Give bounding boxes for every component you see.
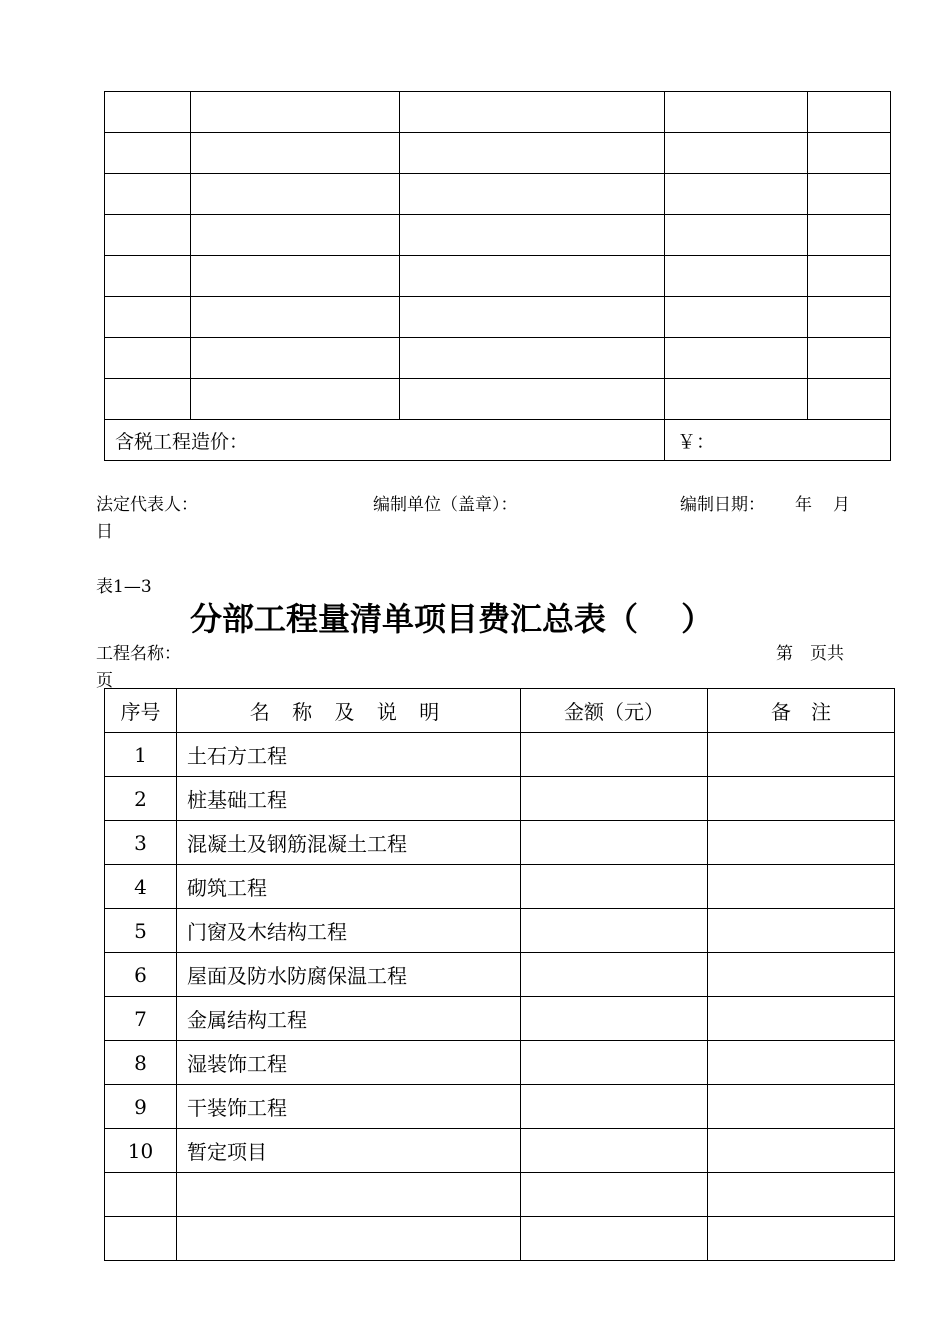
cost-table-cell bbox=[665, 92, 808, 133]
row-number: 5 bbox=[105, 909, 177, 953]
row-item-name: 混凝土及钢筋混凝土工程 bbox=[177, 821, 521, 865]
table-row bbox=[105, 777, 895, 821]
row-remark bbox=[708, 1173, 895, 1217]
row-item-name: 干装饰工程 bbox=[177, 1085, 521, 1129]
row-number: 9 bbox=[105, 1085, 177, 1129]
project-name-label: 工程名称： bbox=[96, 644, 181, 664]
cost-table-cell bbox=[105, 133, 191, 174]
row-number: 3 bbox=[105, 821, 177, 865]
cost-table-cell bbox=[400, 379, 665, 420]
row-number: 10 bbox=[105, 1129, 177, 1173]
year-label: 年 bbox=[795, 495, 812, 515]
cost-table-cell bbox=[665, 174, 808, 215]
row-amount bbox=[521, 1217, 708, 1261]
row-remark bbox=[708, 1085, 895, 1129]
cost-table-cell bbox=[665, 215, 808, 256]
row-remark bbox=[708, 865, 895, 909]
day-label: 日 bbox=[96, 522, 113, 542]
row-remark bbox=[708, 777, 895, 821]
cost-table-cell bbox=[400, 174, 665, 215]
table-row bbox=[105, 865, 895, 909]
row-item-name: 土石方工程 bbox=[177, 733, 521, 777]
row-amount bbox=[521, 997, 708, 1041]
cost-table-cell bbox=[105, 256, 191, 297]
row-amount bbox=[521, 909, 708, 953]
table-row bbox=[105, 1041, 895, 1085]
page-title: 分部工程量清单项目费汇总表（ ） bbox=[190, 600, 714, 638]
table-row bbox=[105, 1173, 895, 1217]
row-item-name: 暂定项目 bbox=[177, 1129, 521, 1173]
row-remark bbox=[708, 953, 895, 997]
row-number: 4 bbox=[105, 865, 177, 909]
row-number: 2 bbox=[105, 777, 177, 821]
cost-table-cell bbox=[191, 92, 400, 133]
table-row bbox=[105, 953, 895, 997]
row-item-name: 门窗及木结构工程 bbox=[177, 909, 521, 953]
cost-table-cell bbox=[400, 297, 665, 338]
cost-table-row bbox=[105, 379, 891, 420]
cost-table-cell bbox=[191, 297, 400, 338]
row-item-name bbox=[177, 1173, 521, 1217]
cost-table-cell bbox=[665, 256, 808, 297]
table-row bbox=[105, 1217, 895, 1261]
page-info-tail: 页 bbox=[96, 671, 113, 691]
row-remark bbox=[708, 997, 895, 1041]
cost-table-cell bbox=[191, 338, 400, 379]
row-remark bbox=[708, 733, 895, 777]
legal-rep-label: 法定代表人： bbox=[96, 495, 198, 515]
row-amount bbox=[521, 777, 708, 821]
cost-table-row bbox=[105, 215, 891, 256]
cost-table-cell bbox=[191, 379, 400, 420]
cost-table-cell bbox=[400, 133, 665, 174]
row-amount bbox=[521, 1041, 708, 1085]
cost-table-cell bbox=[808, 297, 891, 338]
summary-header-row bbox=[105, 689, 895, 733]
row-remark bbox=[708, 821, 895, 865]
cost-table-cell bbox=[105, 174, 191, 215]
table-row bbox=[105, 733, 895, 777]
cost-table-cell bbox=[400, 215, 665, 256]
cost-table-cell bbox=[400, 92, 665, 133]
cost-table-body bbox=[105, 92, 891, 461]
row-item-name: 湿装饰工程 bbox=[177, 1041, 521, 1085]
row-number bbox=[105, 1173, 177, 1217]
cost-table-cell bbox=[808, 174, 891, 215]
cost-table-row bbox=[105, 256, 891, 297]
unit-label: 编制单位（盖章）： bbox=[373, 495, 518, 515]
cost-table-cell bbox=[808, 133, 891, 174]
row-number: 6 bbox=[105, 953, 177, 997]
cost-table-cell bbox=[665, 379, 808, 420]
row-amount bbox=[521, 1085, 708, 1129]
cost-table-row bbox=[105, 92, 891, 133]
cost-table-cell bbox=[105, 215, 191, 256]
row-item-name: 桩基础工程 bbox=[177, 777, 521, 821]
cost-table-cell bbox=[191, 174, 400, 215]
cost-table-cell bbox=[808, 338, 891, 379]
row-amount bbox=[521, 1129, 708, 1173]
cost-table-cell bbox=[808, 215, 891, 256]
table-row bbox=[105, 1085, 895, 1129]
row-amount bbox=[521, 1173, 708, 1217]
header-remark: 备 注 bbox=[708, 689, 895, 733]
row-amount bbox=[521, 865, 708, 909]
table-row bbox=[105, 909, 895, 953]
cost-table-row bbox=[105, 133, 891, 174]
page-info: 第 页共 bbox=[776, 644, 844, 664]
row-number bbox=[105, 1217, 177, 1261]
row-item-name: 金属结构工程 bbox=[177, 997, 521, 1041]
cost-table-cell bbox=[400, 256, 665, 297]
total-label: 含税工程造价： bbox=[105, 420, 665, 461]
cost-table-cell bbox=[105, 338, 191, 379]
cost-table-cell bbox=[105, 297, 191, 338]
cost-table-row bbox=[105, 174, 891, 215]
row-remark bbox=[708, 1217, 895, 1261]
row-amount bbox=[521, 821, 708, 865]
cost-table-cell bbox=[105, 379, 191, 420]
cost-table-cell bbox=[191, 256, 400, 297]
summary-table-body bbox=[105, 733, 895, 1261]
month-label: 月 bbox=[833, 495, 850, 515]
total-yen: ￥： bbox=[665, 420, 891, 461]
row-remark bbox=[708, 909, 895, 953]
cost-table-row bbox=[105, 338, 891, 379]
row-remark bbox=[708, 1041, 895, 1085]
header-amount: 金额（元） bbox=[521, 689, 708, 733]
header-no: 序号 bbox=[105, 689, 177, 733]
cost-table-cell bbox=[808, 92, 891, 133]
total-row bbox=[105, 420, 891, 461]
cost-table-row bbox=[105, 297, 891, 338]
row-number: 8 bbox=[105, 1041, 177, 1085]
cost-table-cell bbox=[665, 338, 808, 379]
table-row bbox=[105, 997, 895, 1041]
row-remark bbox=[708, 1129, 895, 1173]
row-number: 7 bbox=[105, 997, 177, 1041]
row-item-name bbox=[177, 1217, 521, 1261]
row-number: 1 bbox=[105, 733, 177, 777]
cost-table-cell bbox=[191, 215, 400, 256]
header-name: 名 称 及 说 明 bbox=[177, 689, 521, 733]
summary-table bbox=[104, 688, 895, 1261]
cost-table bbox=[104, 91, 891, 461]
date-label: 编制日期： bbox=[680, 495, 765, 515]
cost-table-cell bbox=[191, 133, 400, 174]
cost-table-cell bbox=[665, 133, 808, 174]
cost-table-cell bbox=[400, 338, 665, 379]
table-row bbox=[105, 1129, 895, 1173]
table-row bbox=[105, 821, 895, 865]
row-item-name: 砌筑工程 bbox=[177, 865, 521, 909]
cost-table-cell bbox=[808, 256, 891, 297]
cost-table-cell bbox=[665, 297, 808, 338]
table-number: 表1—3 bbox=[96, 577, 152, 597]
cost-table-cell bbox=[105, 92, 191, 133]
row-item-name: 屋面及防水防腐保温工程 bbox=[177, 953, 521, 997]
row-amount bbox=[521, 953, 708, 997]
row-amount bbox=[521, 733, 708, 777]
cost-table-cell bbox=[808, 379, 891, 420]
